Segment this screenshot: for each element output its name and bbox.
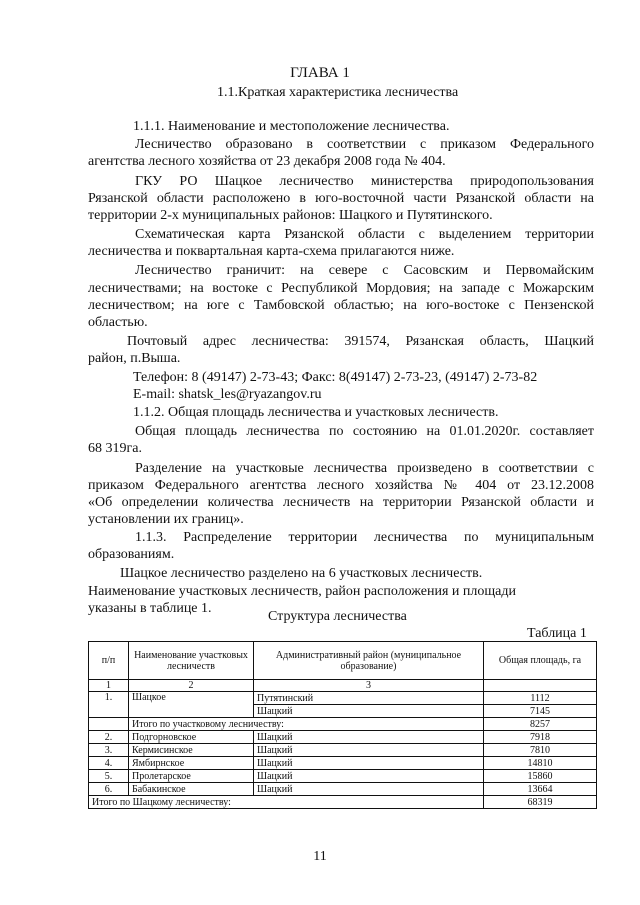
header-num: п/п (89, 642, 129, 680)
column-number: 2 (129, 680, 254, 692)
paragraph-division-line: приказом Федерального агентства лесного хозяйства № 404 от 23.12.2008 (88, 478, 594, 493)
subtotal-label: Итого по участковому лесничеству: (129, 718, 484, 731)
row-num: 2. (89, 731, 129, 744)
table-title: Структура лесничества (268, 609, 407, 624)
column-number: 3 (254, 680, 484, 692)
paragraph-names-line: Наименование участковых лесничеств, район расположения и площади (88, 584, 516, 599)
paragraph-map-line: лесничества и поквартальная карта-схема прилагаются ниже. (88, 244, 455, 259)
paragraph-area-line: 68 319га. (88, 441, 142, 456)
column-number-empty (484, 680, 597, 692)
table-row (89, 783, 597, 796)
row-area: 7145 (484, 705, 597, 718)
row-area: 7810 (484, 744, 597, 757)
paragraph-area-line: Общая площадь лесничества по состоянию на 01.01.2020г. составляет (135, 424, 594, 439)
row-forestry-name: Подгорновское (129, 731, 254, 744)
row-district: Шацкий (254, 744, 484, 757)
row-district: Путятинский (254, 692, 484, 705)
subsection-1-1-2: 1.1.2. Общая площадь лесничества и участковых лесничеств. (133, 405, 499, 420)
table-label: Таблица 1 (527, 626, 587, 641)
row-forestry-name: Ямбирнское (129, 757, 254, 770)
paragraph-address-line: Почтовый адрес лесничества: 391574, Рязанская область, Шацкий (127, 334, 594, 349)
column-number-row (89, 680, 597, 692)
paragraph-gku-line: ГКУ РО Шацкое лесничество министерства природопользования (135, 174, 594, 189)
row-num: 3. (89, 744, 129, 757)
row-forestry-name: Кермисинское (129, 744, 254, 757)
paragraph-division-line: установлении их границ». (88, 512, 244, 527)
row-district: Шацкий (254, 705, 484, 718)
subtotal-empty-cell (89, 718, 129, 731)
row-num: 6. (89, 783, 129, 796)
paragraph-address-line: район, п.Выша. (88, 351, 181, 366)
paragraph-founded-line: Лесничество образовано в соответствии с приказом Федерального (135, 137, 594, 152)
row-forestry-name: Шацкое (129, 692, 254, 718)
total-area: 68319 (484, 796, 597, 809)
section-title: 1.1.Краткая характеристика лесничества (217, 85, 459, 100)
paragraph-names-line: указаны в таблице 1. (88, 601, 212, 616)
table-row (89, 731, 597, 744)
paragraph-gku-line: территории 2-х муниципальных районов: Шацкого и Путятинского. (88, 208, 493, 223)
table-row (89, 692, 597, 705)
paragraph-division-line: «Об определении количества лесничеств на территории Рязанской области и (88, 495, 594, 510)
phone-fax-line: Телефон: 8 (49147) 2-73-43; Факс: 8(49147) 2-73-23, (49147) 2-73-82 (133, 370, 538, 385)
table-header-row (89, 642, 597, 680)
row-district: Шацкий (254, 731, 484, 744)
subtotal-area: 8257 (484, 718, 597, 731)
row-district: Шацкий (254, 757, 484, 770)
total-row (89, 796, 597, 809)
row-area: 1112 (484, 692, 597, 705)
paragraph-map-line: Схематическая карта Рязанской области с выделением территории (135, 227, 594, 242)
paragraph-six-forestries: Шацкое лесничество разделено на 6 участковых лесничеств. (120, 566, 483, 581)
table-row (89, 757, 597, 770)
page-number: 11 (313, 849, 327, 864)
paragraph-founded-line: агентства лесного хозяйства от 23 декабря 2008 года № 404. (88, 154, 446, 169)
header-name: Наименование участковых лесничеств (129, 642, 254, 680)
paragraph-borders-line: лесничеством; на юге с Тамбовской областью; на юго-востоке с Пензенской (88, 298, 594, 313)
paragraph-borders-line: областью. (88, 315, 148, 330)
row-district: Шацкий (254, 770, 484, 783)
row-area: 7918 (484, 731, 597, 744)
row-num: 4. (89, 757, 129, 770)
row-num: 5. (89, 770, 129, 783)
chapter-title: ГЛАВА 1 (290, 65, 350, 81)
paragraph-gku-line: Рязанской области расположено в юго-восточной части Рязанской области на (88, 191, 594, 206)
email-line: E-mail: shatsk_les@ryazangov.ru (133, 387, 322, 402)
table-row (89, 744, 597, 757)
subsection-1-1-1: 1.1.1. Наименование и местоположение лесничества. (133, 119, 450, 134)
subtotal-row (89, 718, 597, 731)
forestry-structure-table (88, 641, 597, 809)
paragraph-borders-line: Лесничество граничит: на севере с Сасовским и Первомайским (135, 263, 594, 278)
column-number: 1 (89, 680, 129, 692)
paragraph-division-line: Разделение на участковые лесничества произведено в соответствии с (135, 461, 594, 476)
subsection-1-1-3-line: образованиям. (88, 547, 175, 562)
row-forestry-name: Пролетарское (129, 770, 254, 783)
row-forestry-name: Бабакинское (129, 783, 254, 796)
row-num: 1. (89, 692, 129, 718)
paragraph-borders-line: лесничествами; на востоке с Республикой Мордовия; на западе с Можарским (88, 281, 594, 296)
row-area: 13664 (484, 783, 597, 796)
total-label: Итого по Шацкому лесничеству: (89, 796, 484, 809)
row-area: 15860 (484, 770, 597, 783)
header-district: Административный район (муниципальное образование) (254, 642, 484, 680)
table-row (89, 770, 597, 783)
header-area: Общая площадь, га (484, 642, 597, 680)
row-district: Шацкий (254, 783, 484, 796)
subsection-1-1-3-line: 1.1.3. Распределение территории лесничества по муниципальным (135, 530, 594, 545)
row-area: 14810 (484, 757, 597, 770)
